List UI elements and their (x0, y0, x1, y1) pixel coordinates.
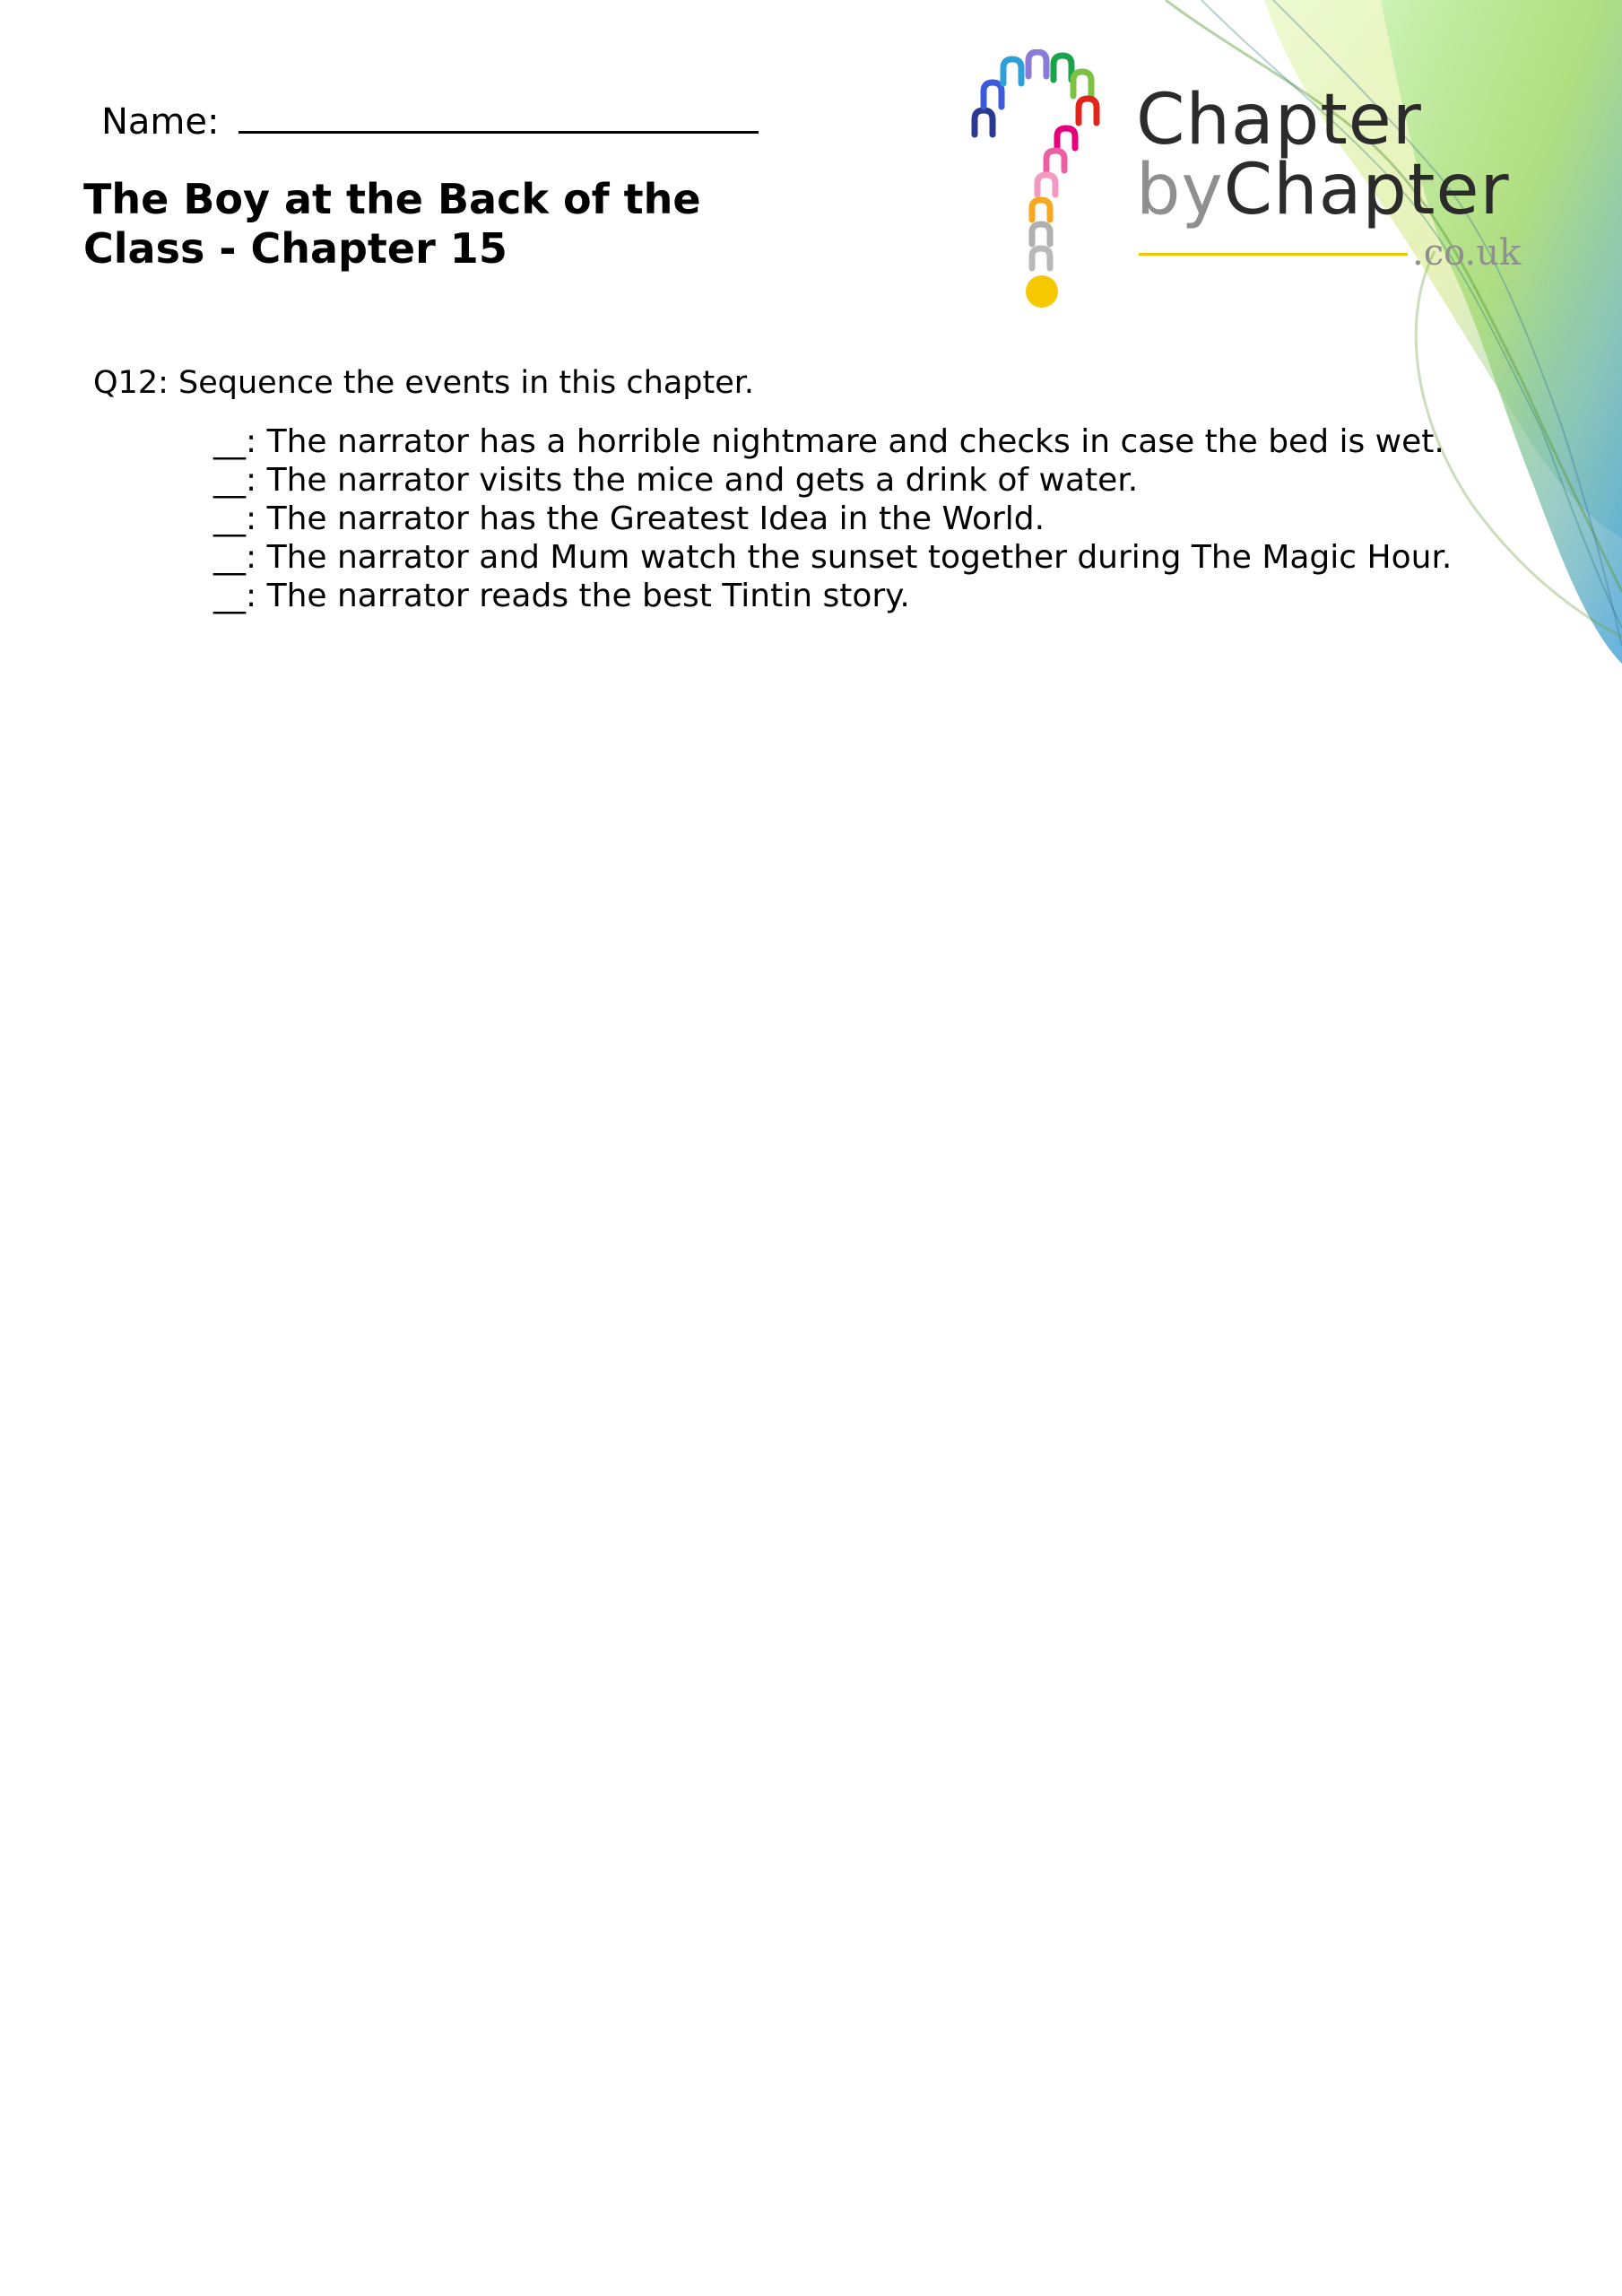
event-text: : The narrator visits the mice and gets a drink of water. (246, 462, 1139, 499)
logo-word-bychapter (1136, 150, 1510, 230)
event-text: : The narrator and Mum watch the sunset together during The Magic Hour. (246, 539, 1453, 576)
name-field (101, 91, 759, 143)
worksheet-title (83, 175, 801, 274)
title-line-2: Class - Chapter 15 (83, 224, 507, 273)
question-prompt: Q12: Sequence the events in this chapter. (93, 365, 755, 401)
event-item (213, 538, 1452, 577)
event-item (213, 461, 1452, 500)
order-blank[interactable]: __ (213, 578, 246, 614)
order-blank[interactable]: __ (213, 500, 246, 537)
logo-domain: .co.uk (1412, 232, 1522, 274)
name-label: Name: (101, 101, 220, 143)
chapter-by-chapter-logo (964, 49, 1538, 318)
logo-underline (1139, 253, 1408, 256)
event-item (213, 500, 1452, 538)
order-blank[interactable]: __ (213, 539, 246, 576)
name-blank-line[interactable] (239, 91, 759, 134)
logo-word-by: by (1136, 150, 1224, 230)
order-blank[interactable]: __ (213, 462, 246, 499)
event-text: : The narrator has a horrible nightmare and checks in case the bed is wet. (246, 423, 1444, 460)
event-text: : The narrator reads the best Tintin story. (246, 578, 910, 614)
event-item (213, 422, 1452, 461)
title-line-1: The Boy at the Back of the (83, 175, 701, 223)
order-blank[interactable]: __ (213, 423, 246, 460)
event-text: : The narrator has the Greatest Idea in the World. (246, 500, 1045, 537)
event-item (213, 577, 1452, 615)
book-question-mark-icon (964, 49, 1121, 318)
logo-word-chapter: Chapter (1136, 80, 1422, 161)
event-list (213, 422, 1452, 615)
logo-word-chapter-2: Chapter (1223, 150, 1510, 230)
